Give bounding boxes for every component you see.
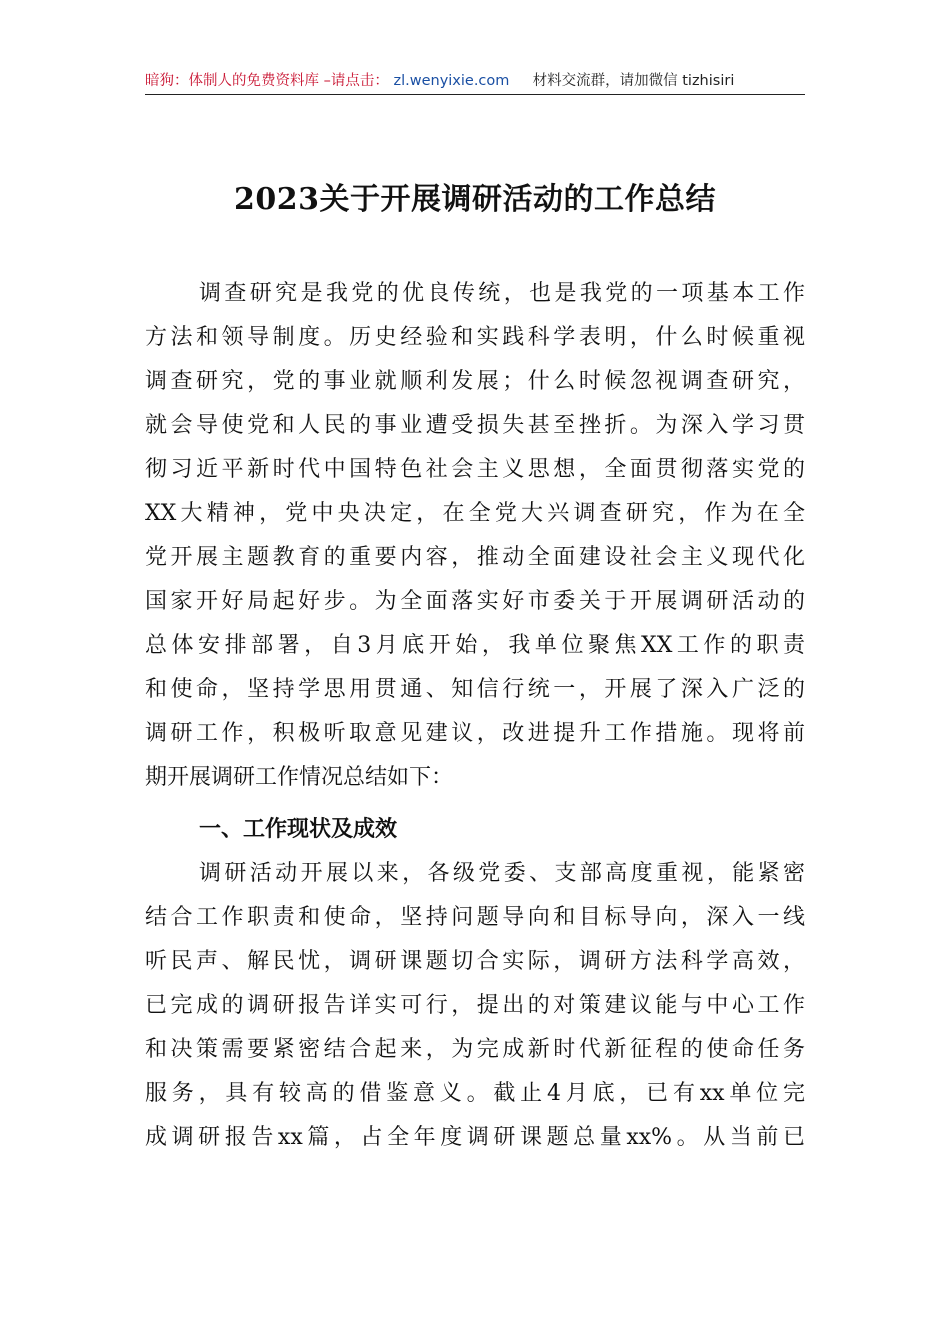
paragraph-line: 已完成的调研报告详实可行，提出的对策建议能与中心工作 xyxy=(145,993,805,1018)
paragraph-line: 方法和领导制度。历史经验和实践科学表明，什么时候重视 xyxy=(145,325,805,350)
paragraph-line: 期开展调研工作情况总结如下： xyxy=(145,765,454,790)
paragraph-line: 成调研报告xx篇，占全年度调研课题总量xx%。从当前已 xyxy=(145,1125,805,1150)
paragraph-line: 调查研究是我党的优良传统，也是我党的一项基本工作 xyxy=(199,281,805,306)
paragraph-line: 听民声、解民忧，调研课题切合实际，调研方法科学高效， xyxy=(145,949,805,974)
header-prompt: –请点击： xyxy=(323,73,389,89)
paragraph-line: 结合工作职责和使命，坚持问题导向和目标导向，深入一线 xyxy=(145,905,805,930)
paragraph-line: 党开展主题教育的重要内容，推动全面建设社会主义现代化 xyxy=(145,545,805,570)
paragraph-line: 调研活动开展以来，各级党委、支部高度重视，能紧密 xyxy=(199,861,805,886)
paragraph-line: XX大精神，党中央决定，在全党大兴调查研究，作为在全 xyxy=(145,501,805,526)
page-header xyxy=(145,68,805,95)
paragraph-line: 就会导使党和人民的事业遭受损失甚至挫折。为深入学习贯 xyxy=(145,413,805,438)
section-heading: 一、工作现状及成效 xyxy=(199,817,398,842)
paragraph-line: 调查研究，党的事业就顺利发展；什么时候忽视调查研究， xyxy=(145,369,805,394)
paragraph-line: 总体安排部署，自3月底开始，我单位聚焦XX工作的职责 xyxy=(145,633,805,658)
header-brand: 暗狗：体制人的免费资料库 xyxy=(145,73,319,89)
paragraph-line: 和使命，坚持学思用贯通、知信行统一，开展了深入广泛的 xyxy=(145,677,805,702)
paragraph-line: 和决策需要紧密结合起来，为完成新时代新征程的使命任务 xyxy=(145,1037,805,1062)
header-group-note: 材料交流群，请加微信 tizhisiri xyxy=(532,73,735,89)
paragraph-line: 服务，具有较高的借鉴意义。截止4月底，已有xx单位完 xyxy=(145,1081,805,1106)
header-link[interactable]: zl.wenyixie.com xyxy=(393,73,510,89)
paragraph-line: 调研工作，积极听取意见建议，改进提升工作措施。现将前 xyxy=(145,721,805,746)
paragraph-line: 彻习近平新时代中国特色社会主义思想，全面贯彻落实党的 xyxy=(145,457,805,482)
paragraph-line: 国家开好局起好步。为全面落实好市委关于开展调研活动的 xyxy=(145,589,805,614)
document-title: 2023关于开展调研活动的工作总结 xyxy=(234,182,716,217)
